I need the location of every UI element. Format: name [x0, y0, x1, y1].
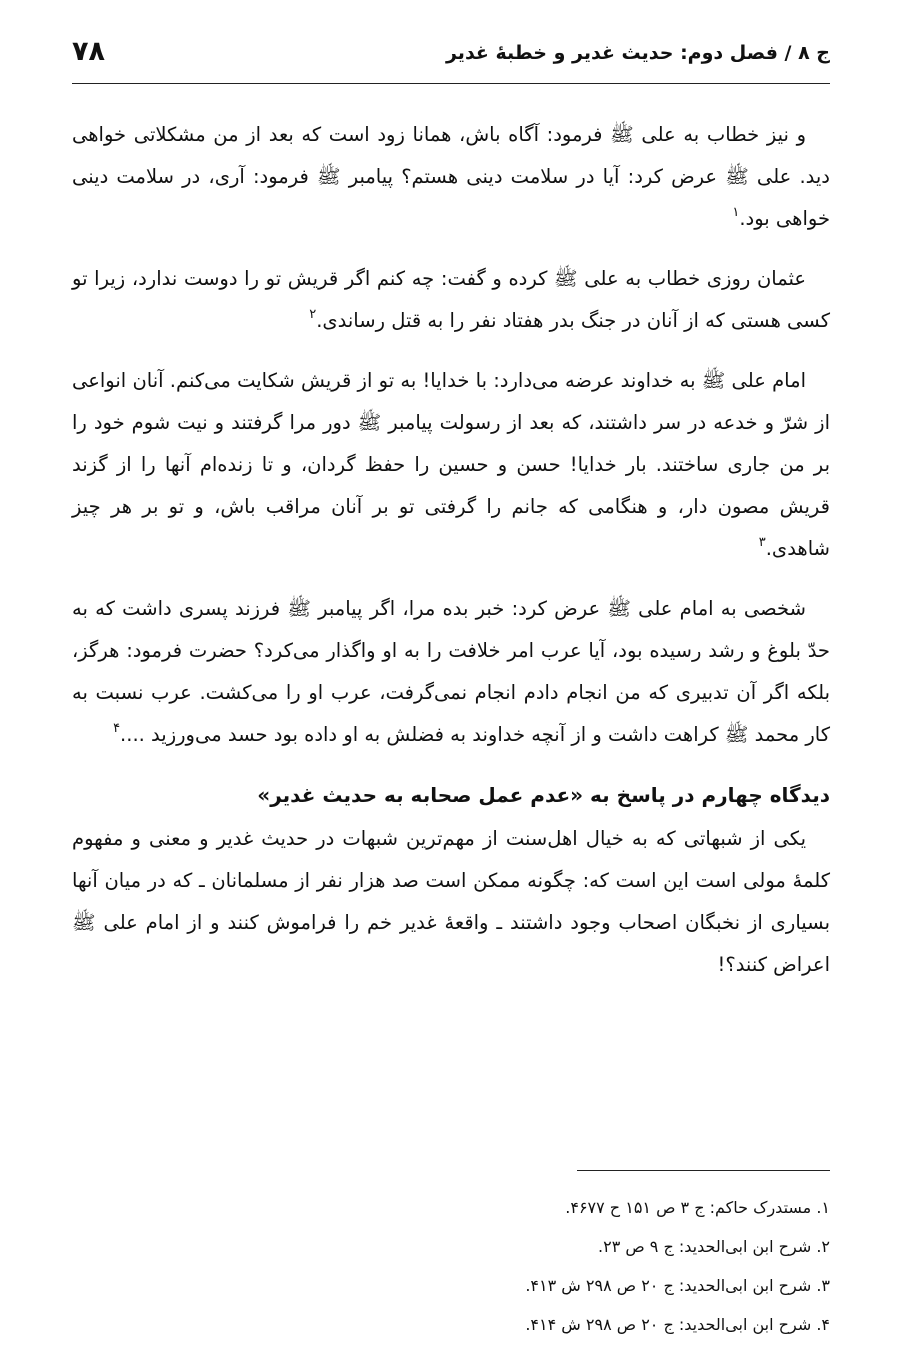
footnotes [72, 1188, 830, 1344]
paragraph [72, 258, 830, 342]
section-heading: دیدگاه چهارم در پاسخ به «عدم عمل صحابه به حدیث غدیر» [257, 783, 830, 807]
page-number: ۷۸ [72, 36, 105, 67]
paragraph [72, 360, 830, 570]
page-header [72, 30, 830, 82]
footnote-reference: ۴ [113, 721, 121, 736]
footnote-item: ۱. مستدرک حاکم: ج ۳ ص ۱۵۱ ح ۴۶۷۷. [565, 1198, 830, 1217]
paragraph [72, 588, 830, 756]
footnote-reference: ۱ [732, 205, 740, 220]
paragraph-text: و نیز خطاب به علی ﷺ فرمود: آگاه باش، همانا زود است که بعد از من مشکلاتی خواهی دید. علی ﷺ عرض کرد: آیا در سلامت دینی هستم؟ پیامبر ﷺ فرمود: آری، در سلامت دینی خواهی بود. [72, 123, 830, 230]
header-divider [72, 83, 830, 84]
footnote-item: ۳. شرح ابن ابی‌الحدید: ج ۲۰ ص ۲۹۸ ش ۴۱۳. [525, 1276, 830, 1295]
paragraph-text: شخصی به امام علی ﷺ عرض کرد: خبر بده مرا، اگر پیامبر ﷺ فرزند پسری داشت که به حدّ بلوغ و رشد رسیده بود، آیا عرب امر خلافت را به او واگذار می‌کرد؟ حضرت فرمود: هرگز، بلکه اگر آن تدبیری که من انجام دادم انجام نمی‌گرفت، عرب او را می‌کشت. عرب نسبت به کار محمد ﷺ کراهت داشت و از آنچه خداوند به فضلش به او داده بود حسد می‌ورزید .... [72, 597, 830, 746]
body-text [72, 114, 830, 986]
footnote-item: ۲. شرح ابن ابی‌الحدید: ج ۹ ص ۲۳. [598, 1237, 830, 1256]
paragraph-text: عثمان روزی خطاب به علی ﷺ کرده و گفت: چه کنم اگر قریش تو را دوست ندارد، زیرا تو کسی هستی که از آنان در جنگ بدر هفتاد نفر را به قتل رساندی. [72, 267, 830, 332]
running-title: ج ۸ / فصل دوم: حدیث غدیر و خطبهٔ غدیر [445, 42, 830, 64]
footnote-reference: ۳ [758, 535, 766, 550]
footnote-item: ۴. شرح ابن ابی‌الحدید: ج ۲۰ ص ۲۹۸ ش ۴۱۴. [525, 1315, 830, 1334]
paragraph-text: امام علی ﷺ به خداوند عرضه می‌دارد: با خدایا! به تو از قریش شکایت می‌کنم. آنان انواعی از شرّ و خدعه در سر داشتند، که بعد از رسولت پیامبر ﷺ دور مرا گرفتند و نیت شوم خود را بر من جاری ساختند. بار خدایا! حسن و حسین را حفظ گردان، و تا زنده‌ام آنها را از گزند قریش مصون دار، و هنگامی که جانم را گرفتی تو بر آنان مراقب باش، و تو بر هر چیز شاهدی. [72, 369, 830, 560]
book-page [72, 30, 830, 1350]
footnote-reference: ۲ [309, 307, 317, 322]
section-paragraph: یکی از شبهاتی که به خیال اهل‌سنت از مهم‌ترین شبهات در حدیث غدیر و معنی و مفهوم کلمهٔ مولی است این است که: چگونه ممکن است صد هزار نفر از مسلمانان ـ که در میان آنها بسیاری از نخبگان اصحاب وجود داشتند ـ واقعهٔ غدیر خم را فراموش کنند و از امام علی ﷺ اعراض کنند؟! [72, 827, 830, 976]
footnote-divider [577, 1170, 830, 1171]
paragraph [72, 114, 830, 240]
